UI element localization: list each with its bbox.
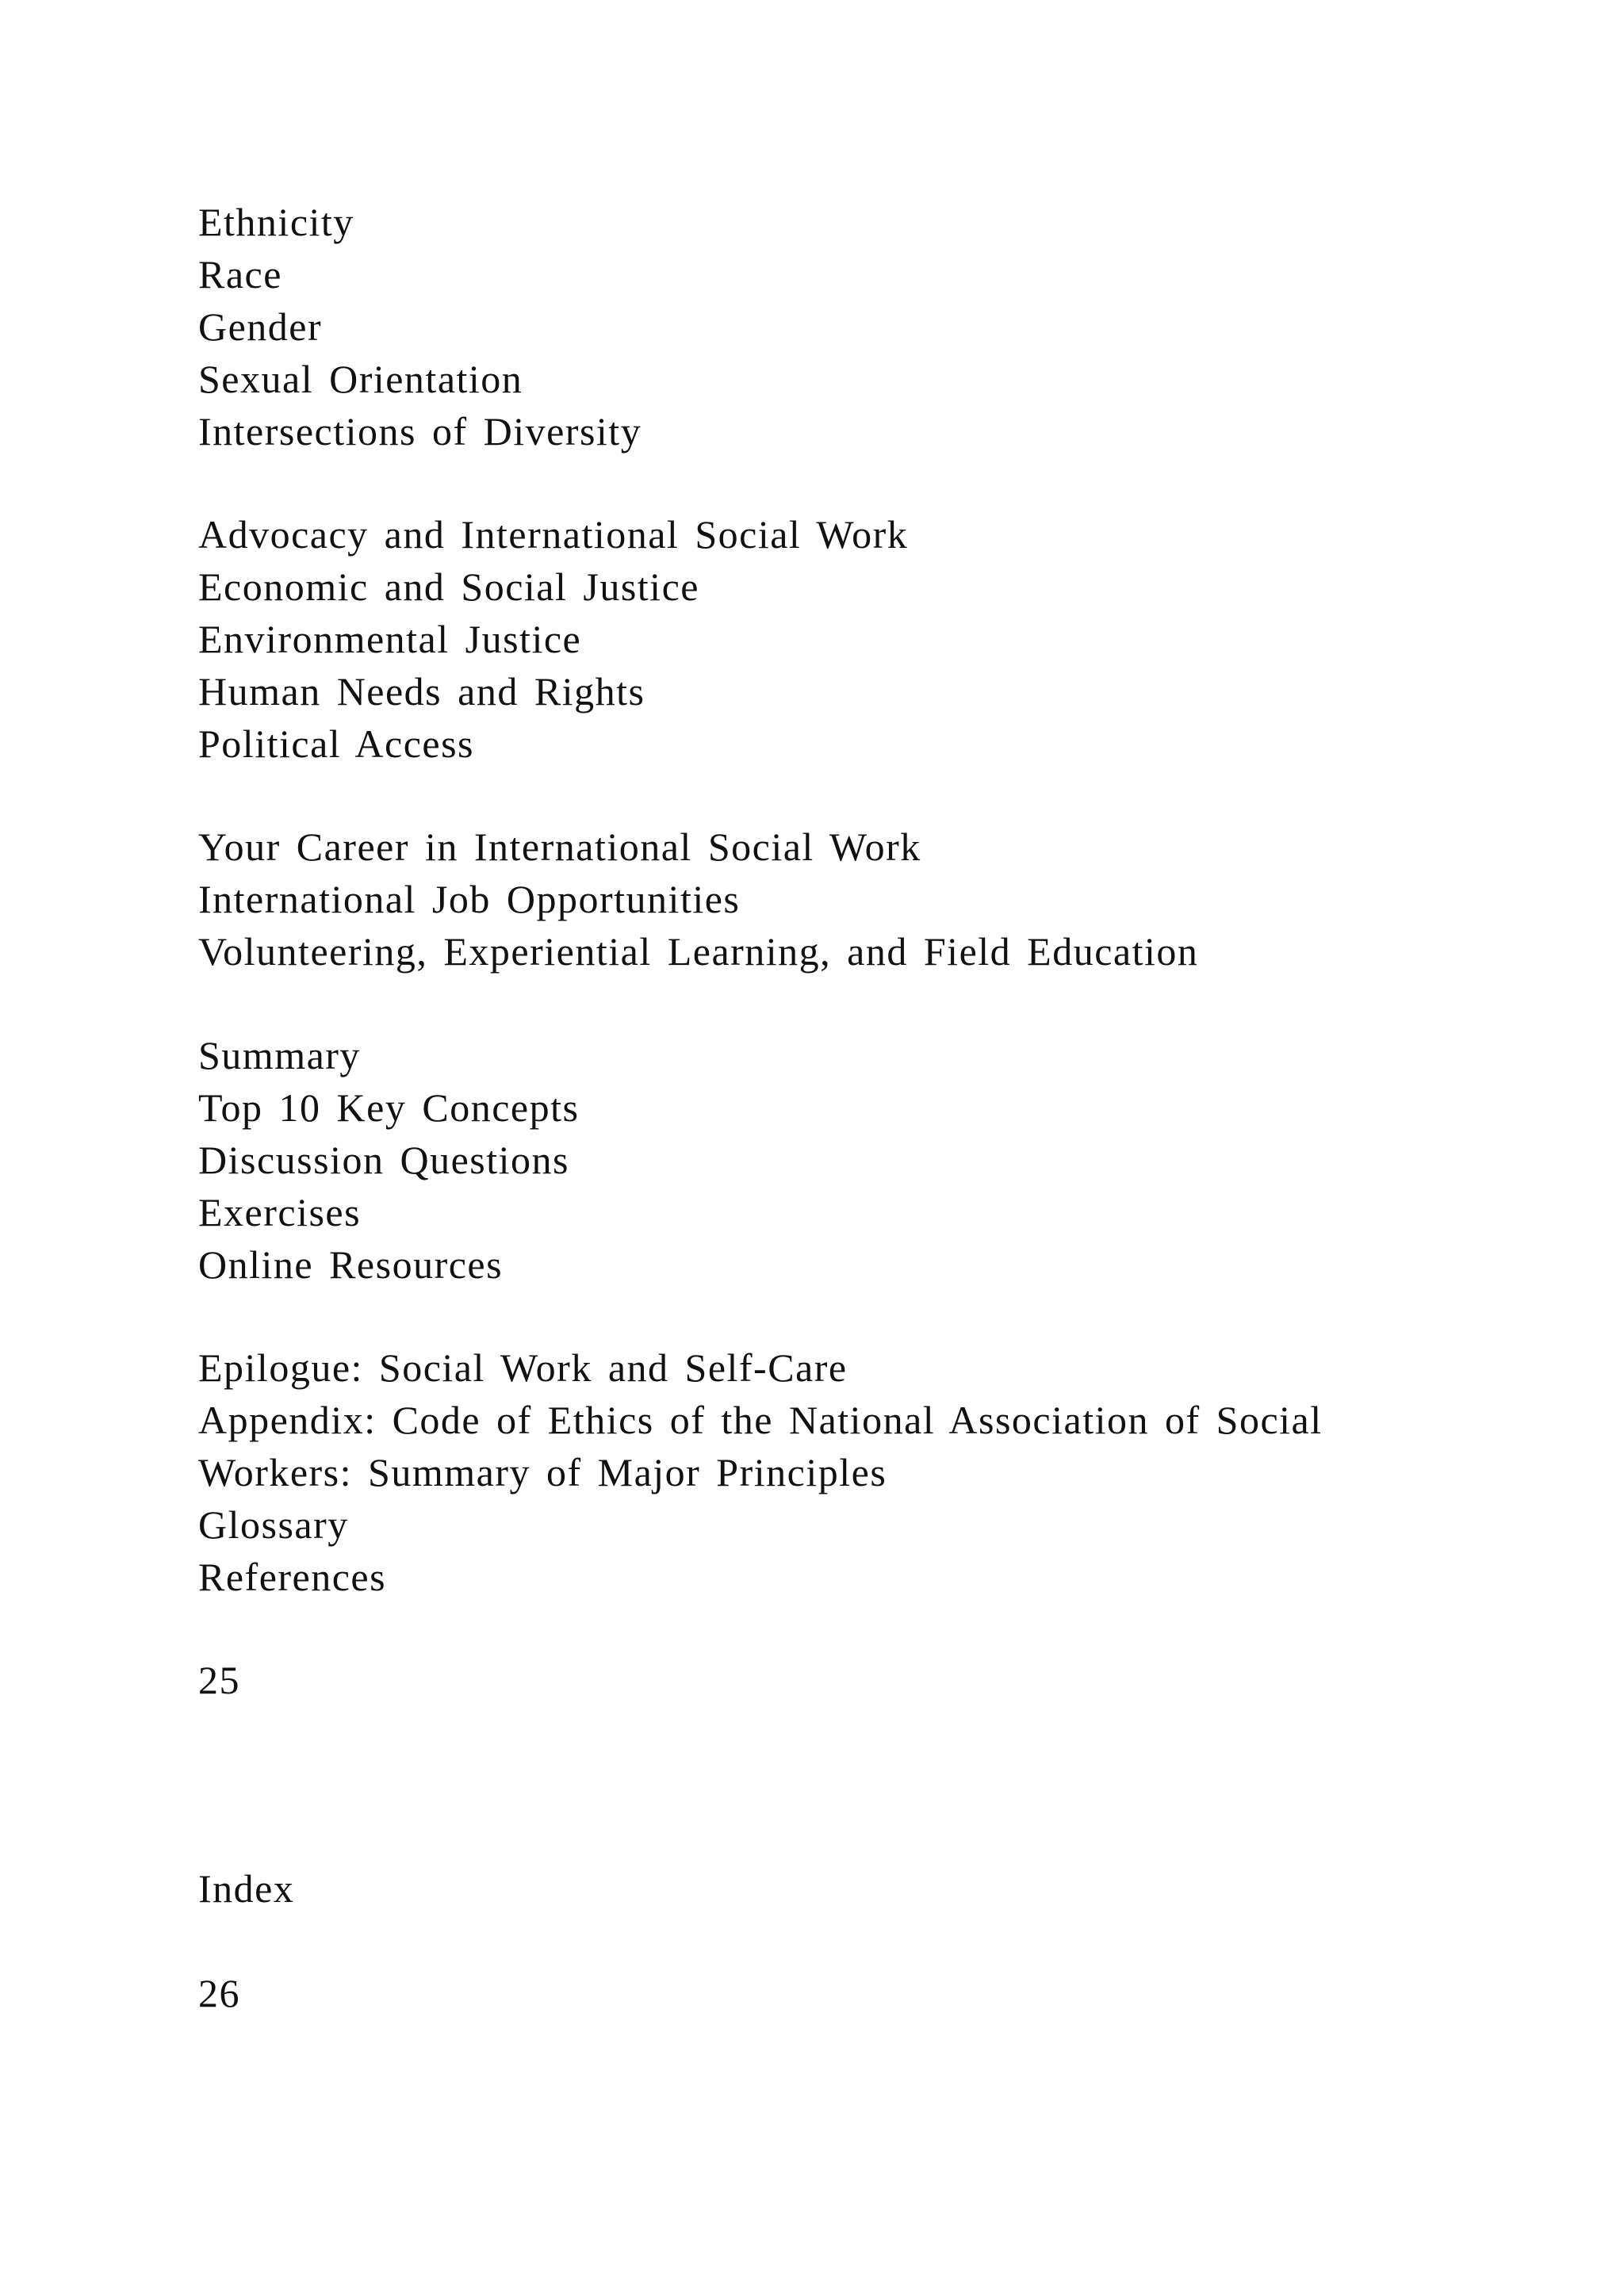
page-number-block-2 <box>198 1967 240 2019</box>
toc-entry-sexual-orientation: Sexual Orientation <box>198 357 523 401</box>
toc-entry-human-needs-rights: Human Needs and Rights <box>198 669 645 714</box>
toc-entry-advocacy: Advocacy and International Social Work <box>198 512 909 557</box>
toc-entry-intersections-of-diversity: Intersections of Diversity <box>198 409 642 453</box>
toc-entry-environmental-justice: Environmental Justice <box>198 617 582 661</box>
page-number-block <box>198 1654 240 1706</box>
toc-entry-appendix: Appendix: Code of Ethics of the National Association of Social <box>198 1398 1323 1442</box>
page-number-2: 26 <box>198 1971 240 2015</box>
toc-entry-economic-social-justice: Economic and Social Justice <box>198 564 699 609</box>
page-number: 25 <box>198 1658 240 1702</box>
toc-block-advocacy <box>198 508 908 770</box>
toc-entry-summary: Summary <box>198 1033 361 1077</box>
toc-block-career <box>198 821 1198 978</box>
toc-entry-ethnicity: Ethnicity <box>198 200 354 244</box>
toc-block-back-matter <box>198 1341 1323 1603</box>
toc-block-index <box>198 1862 294 1915</box>
toc-block-diversity <box>198 196 642 457</box>
toc-entry-gender: Gender <box>198 304 323 349</box>
toc-entry-discussion-questions: Discussion Questions <box>198 1138 569 1182</box>
toc-entry-job-opportunities: International Job Opportunities <box>198 877 741 921</box>
toc-entry-online-resources: Online Resources <box>198 1242 504 1287</box>
toc-entry-glossary: Glossary <box>198 1502 349 1547</box>
toc-entry-political-access: Political Access <box>198 721 474 766</box>
toc-entry-volunteering: Volunteering, Experiential Learning, and Field Education <box>198 929 1199 974</box>
toc-entry-references: References <box>198 1555 387 1599</box>
toc-entry-epilogue: Epilogue: Social Work and Self-Care <box>198 1345 848 1390</box>
toc-entry-appendix-continued: Workers: Summary of Major Principles <box>198 1450 887 1494</box>
toc-entry-index: Index <box>198 1866 295 1911</box>
toc-entry-your-career: Your Career in International Social Work <box>198 825 921 869</box>
toc-block-summary <box>198 1029 579 1291</box>
toc-entry-race: Race <box>198 252 282 297</box>
toc-entry-exercises: Exercises <box>198 1190 362 1234</box>
toc-entry-key-concepts: Top 10 Key Concepts <box>198 1085 580 1130</box>
